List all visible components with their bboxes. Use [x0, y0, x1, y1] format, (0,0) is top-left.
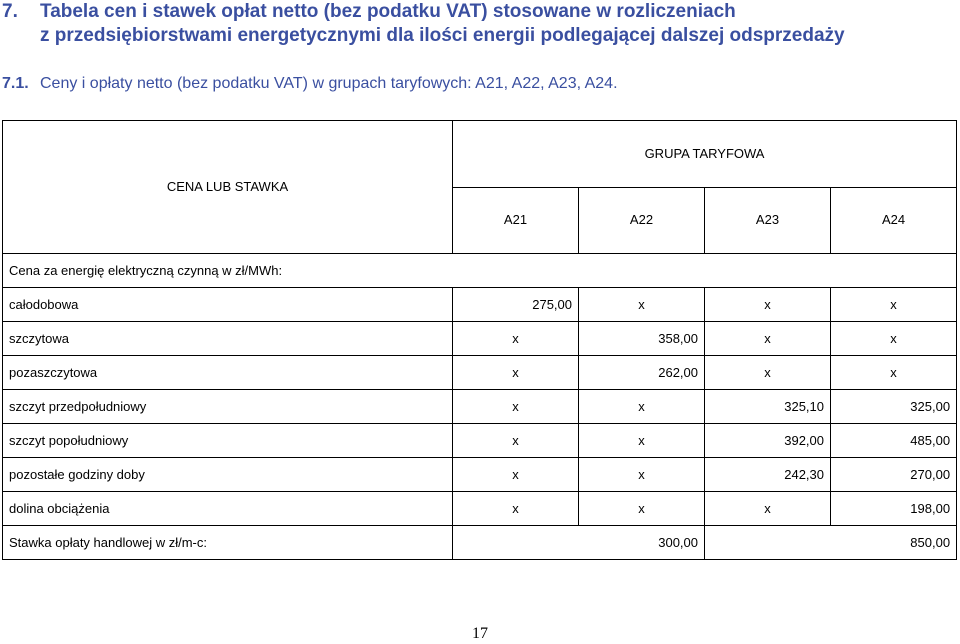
cell-value: x [579, 288, 705, 322]
header-col-a24: A24 [831, 187, 957, 254]
header-row-1 [3, 121, 957, 188]
cell-value: 392,00 [705, 424, 831, 458]
row-label: pozaszczytowa [3, 356, 453, 390]
section-title-line2: z przedsiębiorstwami energetycznymi dla ilości energii podlegającej dalszej odsprzedaży [40, 25, 845, 46]
cell-value: x [579, 492, 705, 526]
cell-value: x [453, 458, 579, 492]
cell-value: x [453, 424, 579, 458]
row-label: pozostałe godziny doby [3, 458, 453, 492]
row-label: szczyt przedpołudniowy [3, 390, 453, 424]
section-number: 7. [2, 1, 18, 22]
row-label: szczyt popołudniowy [3, 424, 453, 458]
subsection-title: Ceny i opłaty netto (bez podatku VAT) w grupach taryfowych: A21, A22, A23, A24. [40, 75, 618, 92]
cell-value: x [831, 356, 957, 390]
section-label: Cena za energię elektryczną czynną w zł/MWh: [3, 254, 957, 288]
cell-value: x [579, 390, 705, 424]
cell-value: x [453, 492, 579, 526]
cell-value: 358,00 [579, 322, 705, 356]
table-row-trade-fee [3, 526, 957, 560]
section-title-line1: Tabela cen i stawek opłat netto (bez podatku VAT) stosowane w rozliczeniach [40, 1, 736, 22]
header-col-a22: A22 [579, 187, 705, 254]
cell-value-a21-a22: 300,00 [453, 526, 705, 560]
cell-value: x [705, 288, 831, 322]
cell-value: 275,00 [453, 288, 579, 322]
row-label: Stawka opłaty handlowej w zł/m-c: [3, 526, 453, 560]
row-label: dolina obciążenia [3, 492, 453, 526]
table-row [3, 322, 957, 356]
cell-value: 325,10 [705, 390, 831, 424]
cell-value: x [705, 356, 831, 390]
section-row-energy-price [3, 254, 957, 288]
tariff-table [2, 120, 957, 560]
header-tariff-group: GRUPA TARYFOWA [453, 121, 957, 188]
cell-value: x [831, 288, 957, 322]
cell-value: x [579, 424, 705, 458]
cell-value: 270,00 [831, 458, 957, 492]
row-label: całodobowa [3, 288, 453, 322]
table-row [3, 390, 957, 424]
table-row [3, 356, 957, 390]
cell-value: 485,00 [831, 424, 957, 458]
cell-value: 262,00 [579, 356, 705, 390]
cell-value: 325,00 [831, 390, 957, 424]
cell-value: x [831, 322, 957, 356]
cell-value: x [579, 458, 705, 492]
cell-value-a23-a24: 850,00 [705, 526, 957, 560]
header-col-a21: A21 [453, 187, 579, 254]
page-number: 17 [472, 625, 488, 642]
cell-value: x [705, 322, 831, 356]
cell-value: 198,00 [831, 492, 957, 526]
cell-value: x [453, 322, 579, 356]
cell-value: x [705, 492, 831, 526]
header-col-a23: A23 [705, 187, 831, 254]
cell-value: 242,30 [705, 458, 831, 492]
table-row [3, 288, 957, 322]
header-price-or-rate: CENA LUB STAWKA [3, 121, 453, 254]
subsection-number: 7.1. [2, 75, 29, 92]
table-row [3, 492, 957, 526]
row-label: szczytowa [3, 322, 453, 356]
table-row [3, 424, 957, 458]
cell-value: x [453, 390, 579, 424]
table-row [3, 458, 957, 492]
cell-value: x [453, 356, 579, 390]
